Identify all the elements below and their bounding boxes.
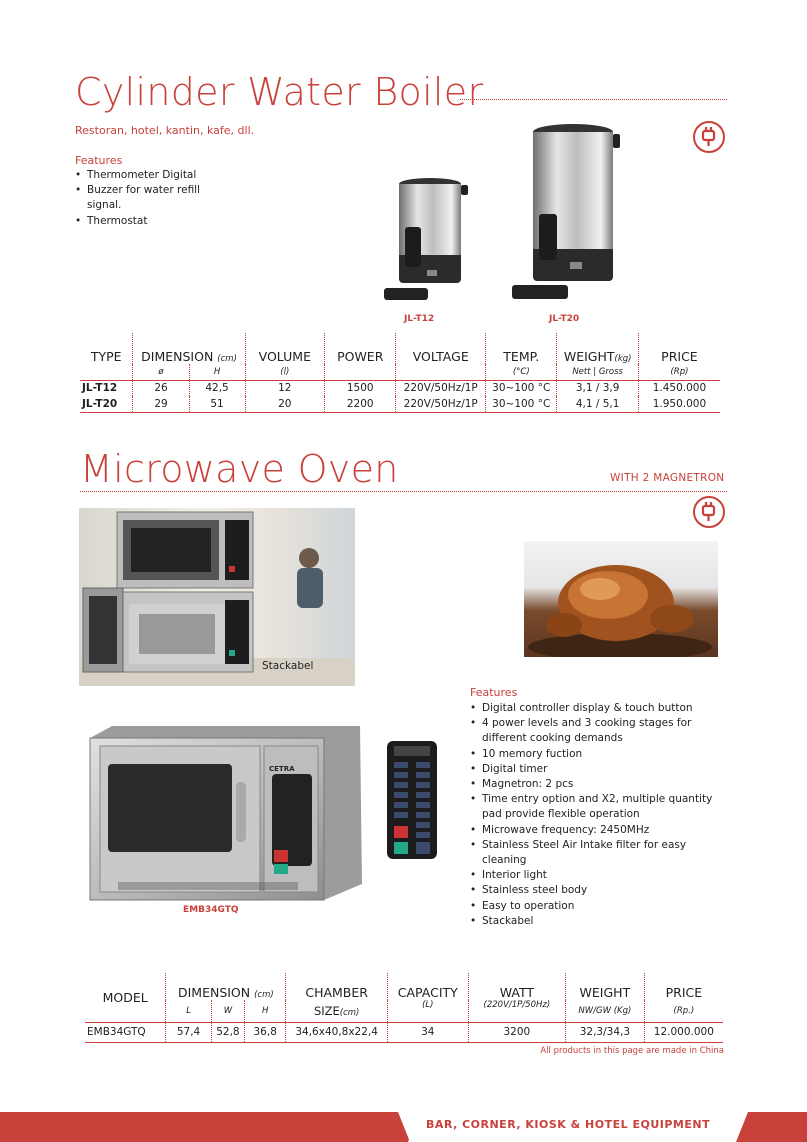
- cell: 12: [245, 380, 324, 396]
- cell: 42,5: [189, 380, 245, 396]
- boiler-jl-t12-image: [382, 175, 472, 305]
- cell-type: JL-T20: [80, 396, 133, 412]
- sub-h: H: [244, 1000, 285, 1022]
- cell: 30~100 °C: [486, 396, 557, 412]
- cell: 52,8: [211, 1022, 244, 1042]
- col-voltage: VOLTAGE: [396, 333, 486, 380]
- chamber-unit: (cm): [339, 1007, 360, 1018]
- feature-item: • Buzzer for water refill signal.: [75, 183, 215, 213]
- col-volume: VOLUME: [245, 333, 324, 364]
- table-row: [80, 380, 720, 396]
- boiler-features-list: [75, 168, 215, 229]
- feature-item: • Easy to operation: [470, 899, 732, 914]
- sub-weight: NW/GW (Kg): [566, 1000, 645, 1022]
- cell: 36,8: [244, 1022, 285, 1042]
- cell: 32,3/34,3: [566, 1022, 645, 1042]
- emb34gtq-label: EMB34GTQ: [183, 905, 239, 915]
- sub-weight: Nett | Gross: [557, 364, 639, 380]
- feature-item: • Stainless Steel Air Intake filter for easy cleaning: [470, 838, 732, 868]
- feature-item: • Digital controller display & touch button: [470, 701, 732, 716]
- sub-dia: ø: [133, 364, 189, 380]
- table-row: [85, 1022, 723, 1042]
- made-in-note: All products in this page are made in China: [540, 1046, 724, 1056]
- cell: 29: [133, 396, 189, 412]
- feature-item: • 4 power levels and 3 cooking stages for different cooking demands: [470, 716, 732, 746]
- microwave-tagline: WITH 2 MAGNETRON: [610, 472, 725, 484]
- footer-text: BAR, CORNER, KIOSK & HOTEL EQUIPMENT: [426, 1118, 711, 1131]
- col-model: MODEL: [85, 973, 166, 1022]
- chamber-size-text: SIZE: [313, 1003, 340, 1018]
- boiler-spec-table: [80, 333, 720, 413]
- sub-volume: (l): [245, 364, 324, 380]
- weight-label: WEIGHT: [563, 349, 615, 364]
- sub-temp: (°C): [486, 364, 557, 380]
- col-temp: TEMP.: [486, 333, 557, 364]
- col-dimension: [166, 973, 286, 1000]
- boiler-subtitle: Restoran, hotel, kantin, kafe, dll.: [75, 124, 255, 137]
- sub-w: W: [211, 1000, 244, 1022]
- cell: 1.450.000: [638, 380, 720, 396]
- cell: 30~100 °C: [486, 380, 557, 396]
- roast-chicken-photo: [524, 541, 718, 657]
- boiler-features-heading: Features: [75, 154, 123, 167]
- col-type: TYPE: [80, 333, 133, 380]
- feature-item: • Stackabel: [470, 914, 732, 929]
- cell: 3200: [468, 1022, 565, 1042]
- col-weight: [557, 333, 639, 364]
- stacked-microwave-photo: [79, 508, 355, 686]
- stackabel-label: Stackabel: [262, 660, 314, 672]
- feature-item: • Magnetron: 2 pcs: [470, 777, 732, 792]
- plug-icon: [693, 121, 725, 153]
- cell: 57,4: [166, 1022, 212, 1042]
- microwave-spec-table: [85, 973, 723, 1043]
- sub-watt: (220V/1P/50Hz): [468, 1000, 565, 1022]
- cell: 51: [189, 396, 245, 412]
- microwave-title: Microwave Oven: [80, 447, 399, 491]
- boiler-jl-t20-image: [510, 122, 620, 308]
- cell-type: JL-T12: [82, 382, 118, 395]
- col-weight: WEIGHT: [566, 973, 645, 1000]
- chamber-size-label: [286, 1000, 388, 1022]
- cell: 34,6x40,8x22,4: [286, 1022, 388, 1042]
- cell: 3,1 / 3,9: [557, 380, 639, 396]
- dimension-unit: (cm): [254, 990, 274, 1000]
- col-dimension: [133, 333, 245, 364]
- feature-item: • Thermometer Digital: [75, 168, 215, 183]
- feature-item: • Microwave frequency: 2450MHz: [470, 823, 732, 838]
- sub-h: H: [189, 364, 245, 380]
- cell: 1500: [325, 380, 396, 396]
- cell: 26: [133, 380, 189, 396]
- cell: 12.000.000: [644, 1022, 723, 1042]
- sub-capacity: (L): [387, 1000, 468, 1022]
- sub-price: (Rp.): [644, 1000, 723, 1022]
- title-divider: [80, 491, 727, 492]
- feature-item: • Thermostat: [75, 214, 215, 229]
- cell-model: EMB34GTQ: [85, 1022, 166, 1042]
- cell: 220V/50Hz/1P: [396, 396, 486, 412]
- col-price: PRICE: [644, 973, 723, 1000]
- control-panel-image: [386, 740, 438, 860]
- cell: 2200: [325, 396, 396, 412]
- col-price: PRICE: [638, 333, 720, 364]
- microwave-emb34gtq-image: [88, 724, 364, 904]
- dimension-unit: (cm): [217, 354, 237, 364]
- plug-icon: [693, 496, 725, 528]
- col-chamber: CHAMBER: [286, 973, 388, 1000]
- jl-t12-label: JL-T12: [404, 314, 435, 324]
- cell: 20: [245, 396, 324, 412]
- feature-item: • Digital timer: [470, 762, 732, 777]
- title-divider: [460, 99, 727, 100]
- cell: 1.950.000: [638, 396, 720, 412]
- microwave-features-list: [470, 701, 732, 929]
- table-row: [80, 396, 720, 412]
- feature-item: • Time entry option and X2, multiple quantity pad provide flexible operation: [470, 792, 732, 822]
- brand-label: CETRA: [269, 765, 295, 773]
- sub-l: L: [166, 1000, 212, 1022]
- col-capacity: CAPACITY: [387, 973, 468, 1000]
- feature-item: • Interior light: [470, 868, 732, 883]
- jl-t20-label: JL-T20: [549, 314, 580, 324]
- cell: 4,1 / 5,1: [557, 396, 639, 412]
- col-power: POWER: [325, 333, 396, 380]
- microwave-features-heading: Features: [470, 686, 518, 699]
- feature-item: • 10 memory fuction: [470, 747, 732, 762]
- dimension-label: DIMENSION: [141, 349, 214, 364]
- weight-unit: (kg): [614, 354, 632, 364]
- feature-item: • Stainless steel body: [470, 883, 732, 898]
- col-watt: WATT: [468, 973, 565, 1000]
- sub-price: (Rp): [638, 364, 720, 380]
- cell: 34: [387, 1022, 468, 1042]
- dimension-label: DIMENSION: [177, 985, 251, 1000]
- boiler-title: Cylinder Water Boiler: [75, 70, 484, 114]
- cell: 220V/50Hz/1P: [396, 380, 486, 396]
